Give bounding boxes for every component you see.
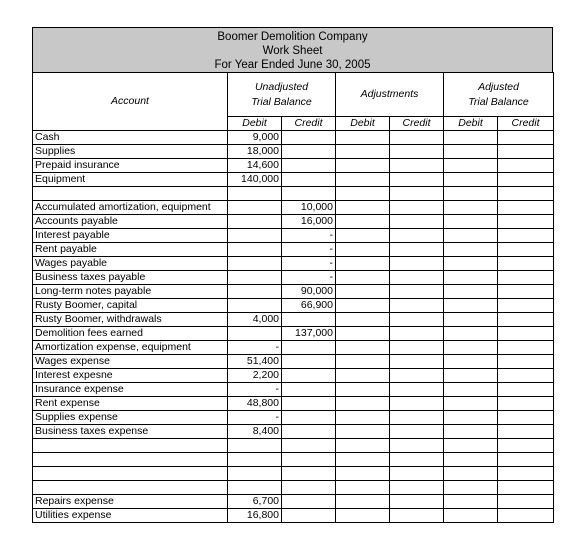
unadjusted-debit-cell: - [228,411,282,425]
account-name-cell: Long-term notes payable [33,285,228,299]
unadjusted-credit-cell [282,313,336,327]
unadjusted-debit-cell [228,439,282,453]
account-name-cell [33,187,228,201]
account-name-cell: Utilities expense [33,509,228,523]
adjusted-debit-cell [444,327,498,341]
unadjusted-credit-cell [282,439,336,453]
adjusted-credit-cell [498,481,554,495]
adjusted-debit-cell [444,285,498,299]
adjustments-credit-cell [390,411,444,425]
adjustments-credit-cell [390,467,444,481]
adjustments-debit-cell [336,271,390,285]
unadjusted-credit-cell [282,131,336,145]
unadjusted-debit-cell [228,285,282,299]
unadjusted-debit-cell [228,467,282,481]
account-row [33,173,554,187]
unadjusted-debit-header: Debit [228,117,282,131]
work-sheet-table [32,72,554,523]
unadjusted-debit-cell [228,215,282,229]
adjustments-credit-cell [390,453,444,467]
unadjusted-debit-cell [228,327,282,341]
adjusted-debit-cell [444,299,498,313]
account-name-cell: Insurance expense [33,383,228,397]
account-name-cell: Wages expense [33,355,228,369]
unadjusted-credit-cell [282,341,336,355]
work-sheet [32,27,553,521]
adjusted-credit-cell [498,271,554,285]
adjusted-credit-cell [498,509,554,523]
unadjusted-debit-cell: 4,000 [228,313,282,327]
adjusted-credit-cell [498,299,554,313]
account-row [33,145,554,159]
adjusted-credit-cell [498,327,554,341]
adjustments-debit-cell [336,467,390,481]
unadjusted-credit-cell: - [282,271,336,285]
adjusted-debit-cell [444,159,498,173]
adjusted-credit-cell [498,215,554,229]
adjustments-debit-cell [336,131,390,145]
adjustments-credit-header: Credit [390,117,444,131]
adjustments-debit-cell [336,453,390,467]
account-row [33,187,554,201]
adjustments-debit-cell [336,509,390,523]
adjusted-credit-cell [498,201,554,215]
account-row [33,509,554,523]
account-row [33,495,554,509]
account-name-cell: Supplies expense [33,411,228,425]
account-name-cell: Repairs expense [33,495,228,509]
adjustments-debit-cell [336,187,390,201]
unadjusted-credit-cell [282,159,336,173]
adjustments-debit-cell [336,327,390,341]
account-name-cell: Equipment [33,173,228,187]
account-row [33,271,554,285]
adjusted-credit-cell [498,369,554,383]
adjustments-credit-cell [390,327,444,341]
unadjusted-header-line1: Unadjusted [254,80,309,93]
account-name-cell: Rusty Boomer, withdrawals [33,313,228,327]
adjusted-credit-cell [498,131,554,145]
adjusted-debit-cell [444,187,498,201]
adjusted-debit-cell [444,397,498,411]
unadjusted-header [228,73,336,117]
adjustments-credit-cell [390,229,444,243]
unadjusted-debit-cell: 16,800 [228,509,282,523]
adjustments-header-label: Adjustments [360,88,419,100]
account-row [33,257,554,271]
adjustments-debit-cell [336,383,390,397]
account-row [33,425,554,439]
adjusted-credit-cell [498,187,554,201]
unadjusted-credit-cell [282,383,336,397]
adjusted-debit-cell [444,495,498,509]
unadjusted-credit-cell [282,411,336,425]
account-name-cell [33,481,228,495]
account-row [33,439,554,453]
unadjusted-debit-cell: 14,600 [228,159,282,173]
adjusted-debit-cell [444,411,498,425]
account-name-cell: Supplies [33,145,228,159]
account-row [33,467,554,481]
adjustments-debit-cell [336,425,390,439]
account-name-cell: Business taxes expense [33,425,228,439]
adjustments-credit-cell [390,243,444,257]
account-row [33,369,554,383]
adjustments-credit-cell [390,425,444,439]
unadjusted-credit-cell [282,145,336,159]
adjustments-credit-cell [390,187,444,201]
adjusted-debit-cell [444,509,498,523]
adjusted-credit-cell [498,439,554,453]
adjusted-debit-cell [444,439,498,453]
adjusted-credit-cell [498,453,554,467]
unadjusted-debit-cell: 2,200 [228,369,282,383]
adjustments-credit-cell [390,397,444,411]
account-row [33,341,554,355]
adjusted-debit-cell [444,383,498,397]
adjustments-debit-cell [336,215,390,229]
unadjusted-credit-cell [282,187,336,201]
account-name-cell: Interest payable [33,229,228,243]
adjustments-credit-cell [390,145,444,159]
unadjusted-debit-cell [228,187,282,201]
account-row [33,215,554,229]
adjusted-credit-cell [498,355,554,369]
adjustments-credit-cell [390,257,444,271]
adjusted-header-line1: Adjusted [478,80,519,93]
adjusted-credit-cell [498,341,554,355]
adjusted-header [444,73,554,117]
adjustments-debit-cell [336,159,390,173]
unadjusted-debit-cell: - [228,383,282,397]
account-row [33,327,554,341]
adjustments-credit-cell [390,509,444,523]
account-name-cell: Cash [33,131,228,145]
account-row [33,481,554,495]
unadjusted-debit-cell: - [228,341,282,355]
adjusted-debit-cell [444,173,498,187]
adjustments-credit-cell [390,313,444,327]
unadjusted-credit-header: Credit [282,117,336,131]
adjusted-credit-cell [498,159,554,173]
adjusted-credit-cell [498,383,554,397]
adjusted-debit-cell [444,215,498,229]
account-name-cell: Accumulated amortization, equipment [33,201,228,215]
account-name-cell: Demolition fees earned [33,327,228,341]
adjustments-debit-cell [336,341,390,355]
adjustments-credit-cell [390,383,444,397]
account-header-label: Account [111,95,149,107]
adjusted-debit-cell [444,453,498,467]
adjustments-debit-cell [336,257,390,271]
adjusted-credit-cell [498,229,554,243]
unadjusted-debit-cell [228,299,282,313]
adjustments-credit-cell [390,299,444,313]
adjustments-debit-cell [336,439,390,453]
adjustments-debit-cell [336,285,390,299]
adjusted-credit-cell [498,411,554,425]
account-name-cell [33,439,228,453]
unadjusted-credit-cell: 137,000 [282,327,336,341]
adjustments-credit-cell [390,439,444,453]
adjustments-debit-cell [336,201,390,215]
account-row [33,285,554,299]
unadjusted-credit-cell [282,397,336,411]
adjustments-credit-cell [390,369,444,383]
adjusted-debit-cell [444,425,498,439]
unadjusted-debit-cell: 48,800 [228,397,282,411]
unadjusted-credit-cell: 10,000 [282,201,336,215]
adjusted-credit-cell [498,397,554,411]
unadjusted-credit-cell: 66,900 [282,299,336,313]
adjustments-credit-cell [390,285,444,299]
unadjusted-debit-cell: 51,400 [228,355,282,369]
unadjusted-credit-cell: - [282,243,336,257]
adjustments-credit-cell [390,201,444,215]
adjusted-debit-cell [444,271,498,285]
adjustments-credit-cell [390,481,444,495]
account-name-cell: Rent expense [33,397,228,411]
adjusted-debit-cell [444,131,498,145]
adjustments-debit-cell [336,369,390,383]
adjusted-credit-cell [498,257,554,271]
adjusted-debit-cell [444,145,498,159]
unadjusted-credit-cell [282,495,336,509]
account-name-cell: Rent payable [33,243,228,257]
unadjusted-credit-cell [282,173,336,187]
adjustments-credit-cell [390,173,444,187]
adjustments-credit-cell [390,355,444,369]
account-row [33,299,554,313]
adjustments-debit-cell [336,495,390,509]
unadjusted-debit-cell: 18,000 [228,145,282,159]
adjustments-debit-cell [336,145,390,159]
account-name-cell [33,467,228,481]
adjustments-credit-cell [390,495,444,509]
adjusted-credit-cell [498,243,554,257]
account-rows [33,131,554,523]
account-row [33,201,554,215]
unadjusted-debit-cell: 6,700 [228,495,282,509]
adjustments-debit-cell [336,411,390,425]
adjustments-debit-cell [336,397,390,411]
account-row [33,397,554,411]
title-block [32,27,553,73]
account-name-cell [33,453,228,467]
adjusted-credit-cell [498,313,554,327]
unadjusted-debit-cell [228,257,282,271]
account-row [33,131,554,145]
adjustments-debit-header: Debit [336,117,390,131]
unadjusted-credit-cell [282,509,336,523]
adjustments-debit-cell [336,299,390,313]
unadjusted-debit-cell [228,229,282,243]
adjusted-debit-cell [444,201,498,215]
adjustments-debit-cell [336,481,390,495]
adjustments-credit-cell [390,131,444,145]
adjusted-debit-cell [444,313,498,327]
unadjusted-credit-cell [282,369,336,383]
unadjusted-debit-cell [228,271,282,285]
adjustments-debit-cell [336,313,390,327]
unadjusted-debit-cell [228,453,282,467]
unadjusted-credit-cell: - [282,229,336,243]
unadjusted-credit-cell [282,425,336,439]
adjustments-header [336,73,444,117]
adjustments-credit-cell [390,215,444,229]
unadjusted-debit-cell: 9,000 [228,131,282,145]
account-row [33,411,554,425]
unadjusted-debit-cell [228,201,282,215]
adjusted-debit-cell [444,243,498,257]
account-name-cell: Amortization expense, equipment [33,341,228,355]
adjusted-credit-cell [498,495,554,509]
unadjusted-debit-cell [228,481,282,495]
unadjusted-credit-cell [282,481,336,495]
adjustments-debit-cell [336,173,390,187]
account-row [33,243,554,257]
account-row [33,383,554,397]
unadjusted-header-line2: Trial Balance [251,95,312,108]
adjusted-header-line2: Trial Balance [468,95,529,108]
account-name-cell: Interest expesne [33,369,228,383]
adjustments-debit-cell [336,243,390,257]
adjusted-credit-header: Credit [498,117,554,131]
unadjusted-debit-cell [228,243,282,257]
account-name-cell: Prepaid insurance [33,159,228,173]
adjusted-debit-cell [444,355,498,369]
adjusted-credit-cell [498,145,554,159]
account-row [33,313,554,327]
account-row [33,229,554,243]
adjustments-debit-cell [336,355,390,369]
account-row [33,159,554,173]
account-row [33,453,554,467]
account-row [33,355,554,369]
account-name-cell: Accounts payable [33,215,228,229]
unadjusted-credit-cell: - [282,257,336,271]
adjusted-credit-cell [498,467,554,481]
adjustments-credit-cell [390,159,444,173]
account-header [33,73,228,131]
adjusted-debit-cell [444,229,498,243]
adjusted-credit-cell [498,173,554,187]
account-name-cell: Business taxes payable [33,271,228,285]
company-name: Boomer Demolition Company [217,31,368,43]
adjusted-debit-cell [444,481,498,495]
adjusted-debit-cell [444,369,498,383]
adjusted-debit-cell [444,257,498,271]
adjusted-credit-cell [498,425,554,439]
adjusted-credit-cell [498,285,554,299]
unadjusted-debit-cell: 8,400 [228,425,282,439]
adjustments-credit-cell [390,271,444,285]
period-line: For Year Ended June 30, 2005 [214,59,371,71]
unadjusted-credit-cell: 90,000 [282,285,336,299]
adjusted-debit-cell [444,467,498,481]
adjusted-debit-cell [444,341,498,355]
account-name-cell: Wages payable [33,257,228,271]
adjustments-debit-cell [336,229,390,243]
unadjusted-debit-cell: 140,000 [228,173,282,187]
adjusted-debit-header: Debit [444,117,498,131]
document-title: Work Sheet [262,45,323,57]
column-header-row [33,73,554,117]
unadjusted-credit-cell [282,453,336,467]
unadjusted-credit-cell: 16,000 [282,215,336,229]
adjustments-credit-cell [390,341,444,355]
account-name-cell: Rusty Boomer, capital [33,299,228,313]
unadjusted-credit-cell [282,467,336,481]
unadjusted-credit-cell [282,355,336,369]
